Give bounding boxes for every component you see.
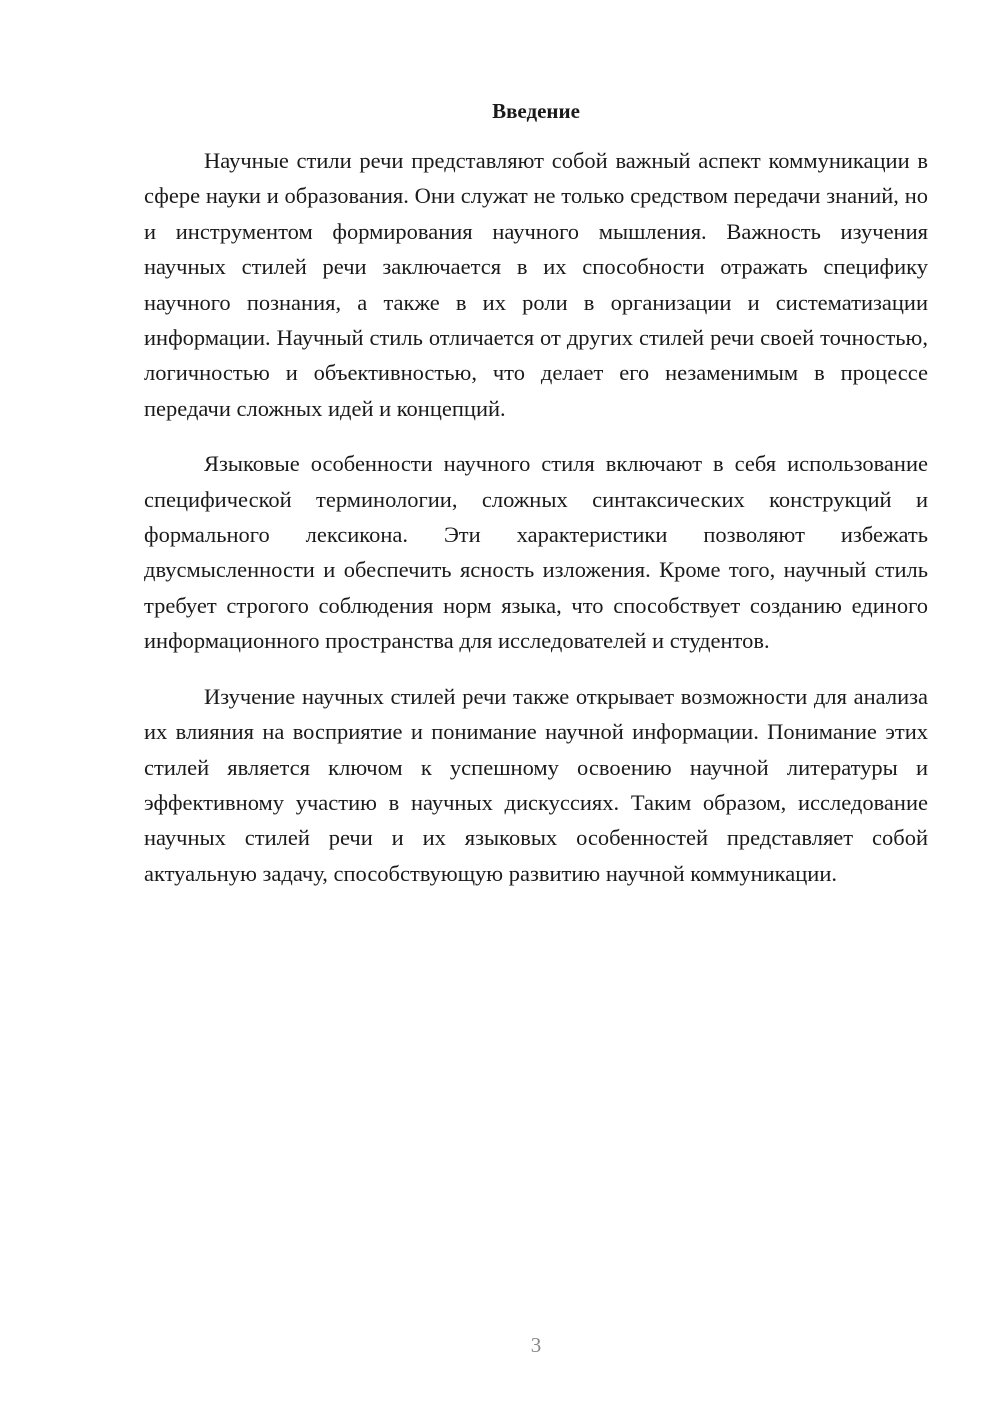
page-number: 3 <box>530 1333 542 1357</box>
page-title: Введение <box>492 99 580 123</box>
body-text <box>144 143 928 911</box>
paragraph-1: Научные стили речи представляют собой важный аспект коммуникации в сфере науки и образования. Они служат не только средством передачи знаний, но и инструментом формирования научного мышления. Важность изучения научных стилей речи заключается в их способности отражать специфику научного познания, а также в их роли в организации и систематизации информации. Научный стиль отличается от других стилей речи своей точностью, логичностью и объективностью, что делает его незаменимым в процессе передачи сложных идей и концепций. <box>144 148 928 421</box>
paragraph-3: Изучение научных стилей речи также открывает возможности для анализа их влияния на восприятие и понимание научной информации. Понимание этих стилей является ключом к успешному освоению научной литературы и эффективному участию в научных дискуссиях. Таким образом, исследование научных стилей речи и их языковых особенностей представляет собой актуальную задачу, способствующую развитию научной коммуникации. <box>144 683 928 886</box>
paragraph-2: Языковые особенности научного стиля включают в себя использование специфической терминологии, сложных синтаксических конструкций и формального лексикона. Эти характеристики позволяют избежать двусмысленности и обеспечить ясность изложения. Кроме того, научный стиль требует строгого соблюдения норм языка, что способствует созданию единого информационного пространства для исследователей и студентов. <box>144 451 928 654</box>
